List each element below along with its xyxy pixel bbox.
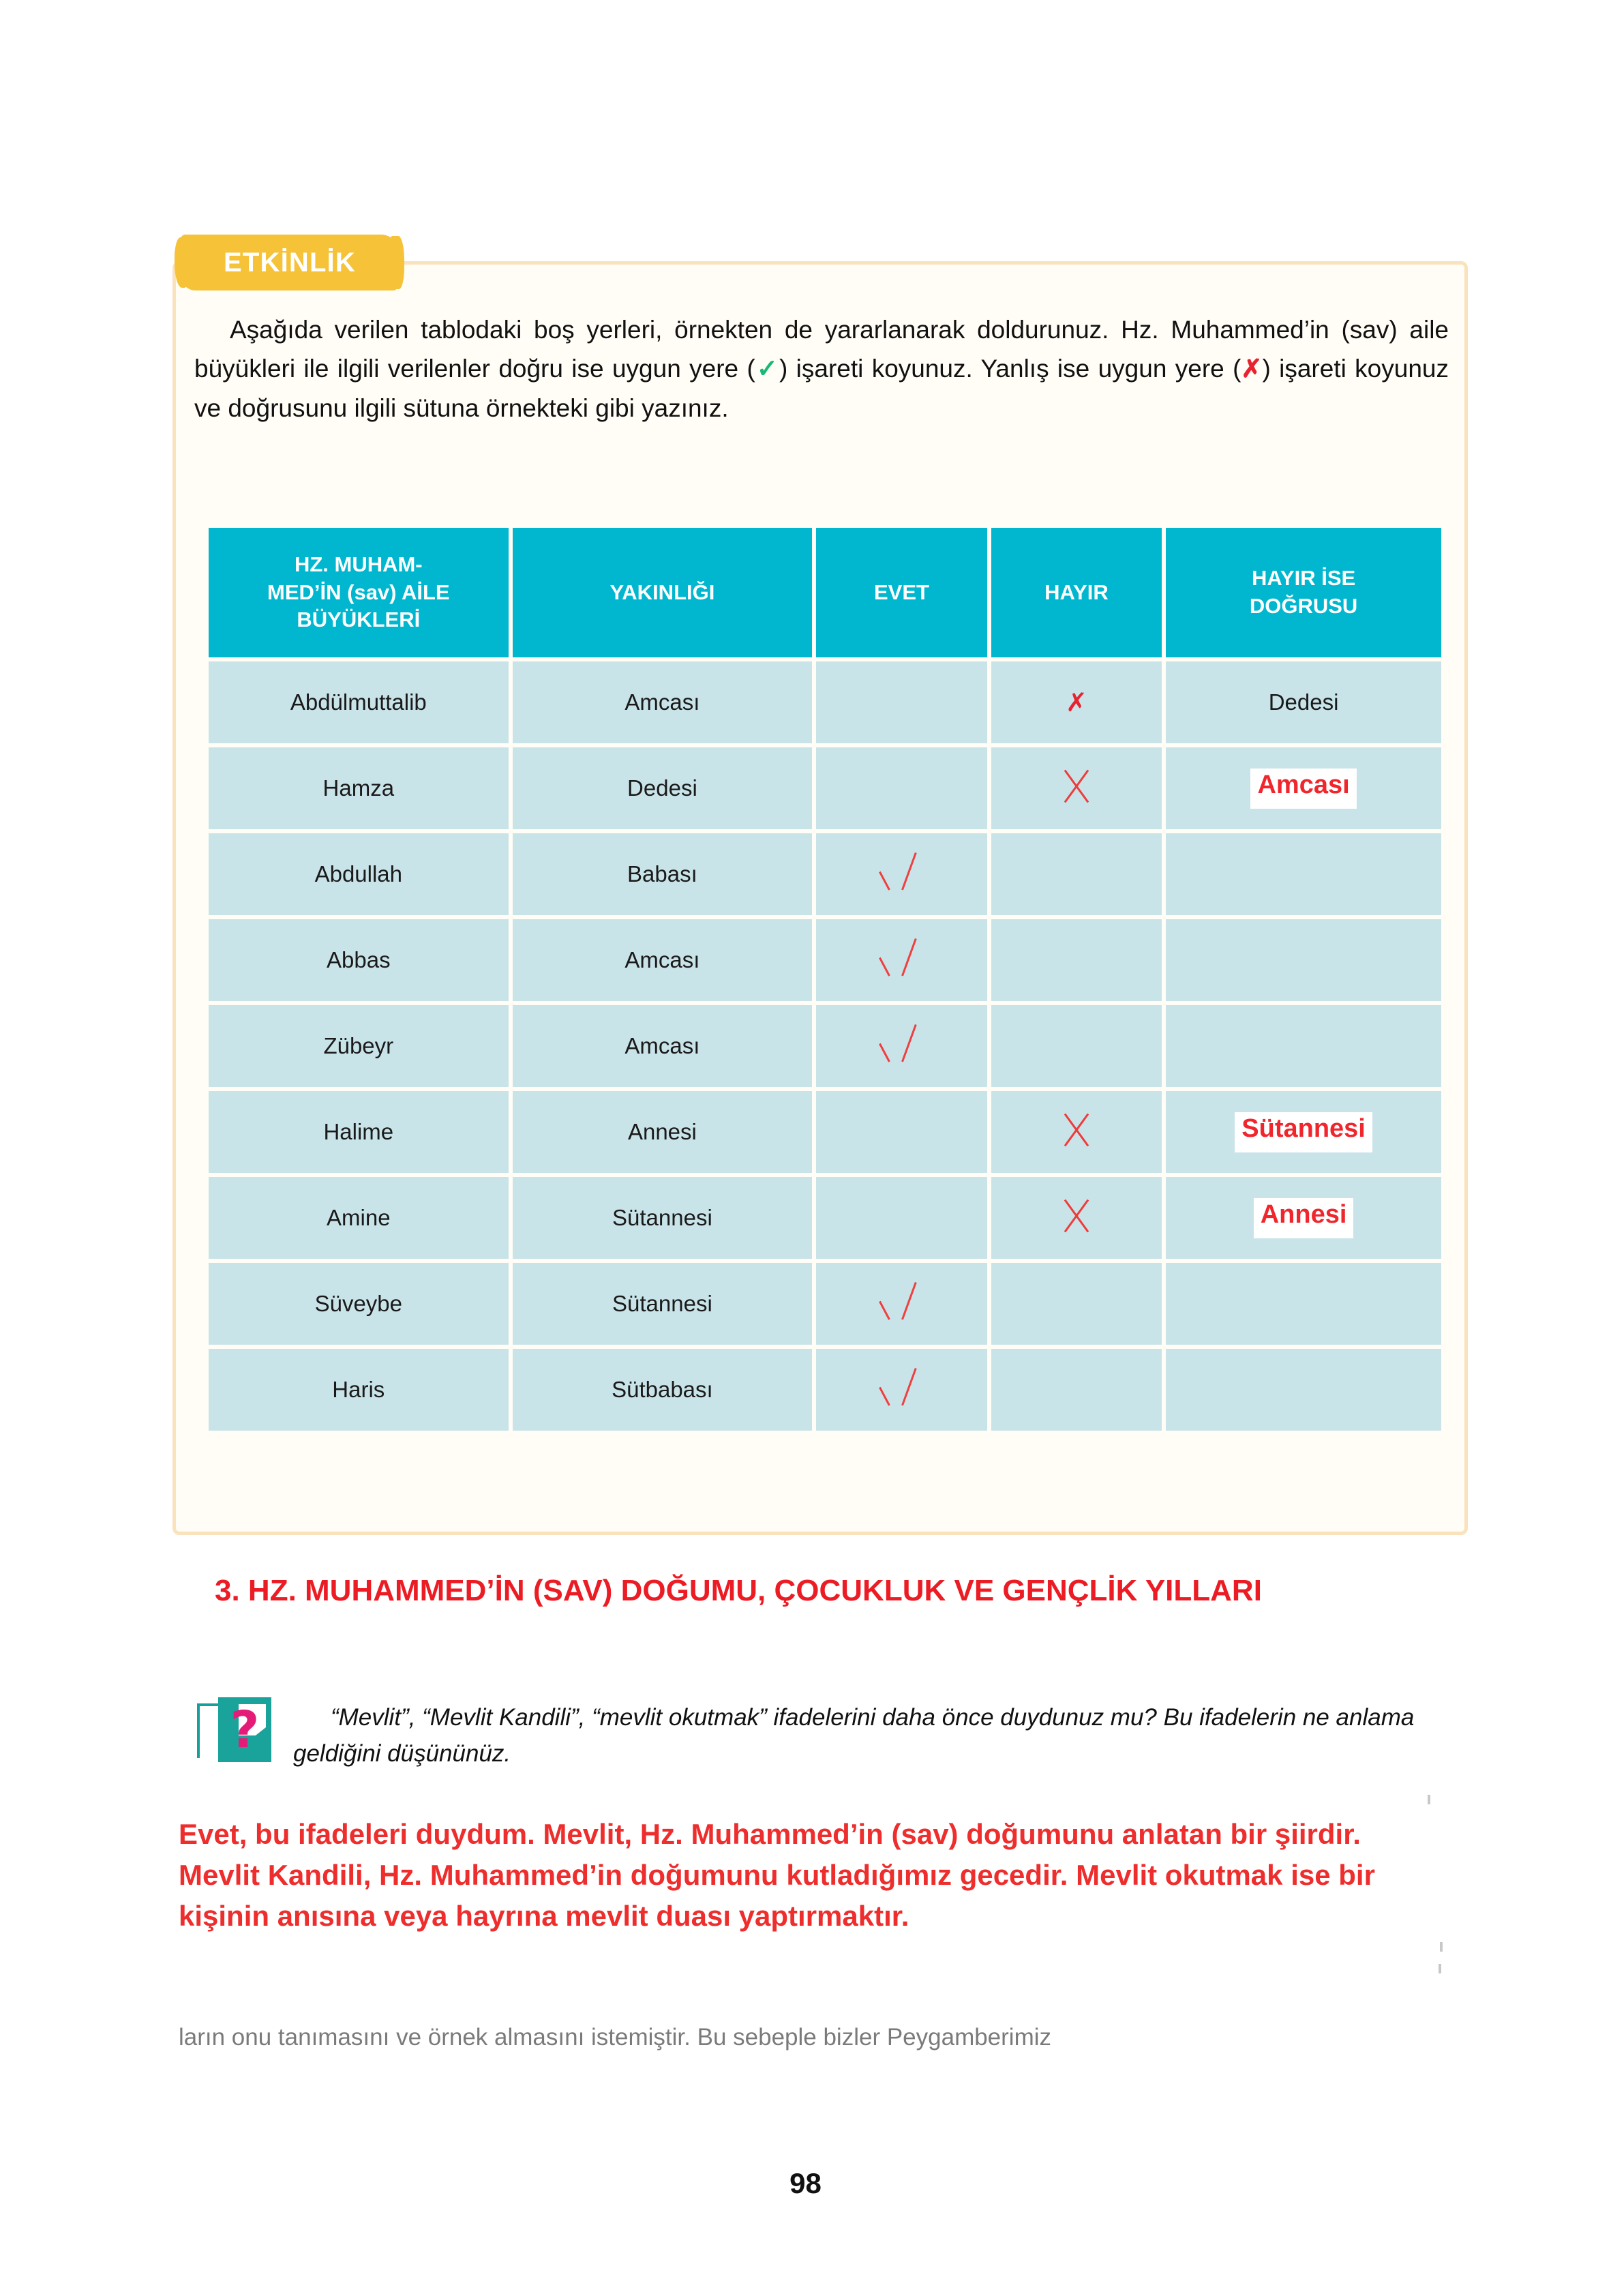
table-row	[209, 661, 1441, 743]
cell-elder-name: Abbas	[209, 919, 509, 1001]
cell-elder-name: Abdullah	[209, 833, 509, 915]
cell-relation: Annesi	[513, 1091, 813, 1173]
cell-correction[interactable]	[1166, 919, 1441, 1001]
table-head	[209, 528, 1441, 657]
cell-relation: Babası	[513, 833, 813, 915]
header-line-3: BÜYÜKLERİ	[297, 608, 421, 632]
cell-correction[interactable]	[1166, 1005, 1441, 1087]
etkinlik-badge	[181, 235, 399, 290]
cell-yes[interactable]	[816, 747, 987, 829]
cell-relation: Dedesi	[513, 747, 813, 829]
check-mark-icon	[880, 1280, 922, 1322]
table-row	[209, 747, 1441, 829]
question-mark-glyph: ?	[230, 1700, 260, 1759]
cell-no[interactable]	[991, 661, 1162, 743]
cell-no[interactable]	[991, 833, 1162, 915]
cell-correction[interactable]	[1166, 1349, 1441, 1431]
table-row	[209, 1177, 1441, 1259]
cell-relation: Amcası	[513, 919, 813, 1001]
cell-yes[interactable]	[816, 1005, 987, 1087]
cell-relation: Sütbabası	[513, 1349, 813, 1431]
cell-relation: Amcası	[513, 661, 813, 743]
table-header-row	[209, 528, 1441, 657]
cell-yes[interactable]	[816, 833, 987, 915]
column-header-family-elders	[209, 528, 509, 657]
cell-elder-name: Hamza	[209, 747, 509, 829]
table-row	[209, 1005, 1441, 1087]
cell-no[interactable]	[991, 747, 1162, 829]
cell-no[interactable]	[991, 1091, 1162, 1173]
cell-correction[interactable]	[1166, 1263, 1441, 1345]
cell-yes[interactable]	[816, 1091, 987, 1173]
cell-yes[interactable]	[816, 919, 987, 1001]
cross-mark-icon	[1057, 1110, 1096, 1148]
prompt-text: “Mevlit”, “Mevlit Kandili”, “mevlit okutmak” ifadelerini daha önce duydunuz mu? Bu ifadelerin ne anlama geldiğini düşününüz.	[293, 1704, 1415, 1767]
correction-header-line-1: HAYIR İSE	[1251, 566, 1356, 591]
check-mark-icon	[880, 936, 922, 979]
cell-relation: Amcası	[513, 1005, 813, 1087]
cell-elder-name: Amine	[209, 1177, 509, 1259]
correction-header-line-2: DOĞRUSU	[1249, 594, 1358, 618]
stray-mark-1	[1428, 1795, 1430, 1804]
cell-no[interactable]	[991, 919, 1162, 1001]
family-elders-table	[205, 524, 1445, 1435]
table-row	[209, 1349, 1441, 1431]
section-heading: 3. HZ. MUHAMMED’İN (SAV) DOĞUMU, ÇOCUKLUK VE GENÇLİK YILLARI	[215, 1574, 1262, 1607]
header-line-2: MED’İN (sav) AİLE	[267, 580, 450, 604]
cell-relation: Sütannesi	[513, 1263, 813, 1345]
column-header-correction	[1166, 528, 1441, 657]
cross-symbol-icon: ✗	[1241, 355, 1263, 383]
column-header-no: HAYIR	[991, 528, 1162, 657]
cell-correction[interactable]	[1166, 747, 1441, 829]
student-answer-text: Evet, bu ifadeleri duydum. Mevlit, Hz. Muhammed’in (sav) doğumunu anlatan bir şiirdir. Mevlit Kandili, Hz. Muhammed’in doğumunu kutladığımız gecedir. Mevlit okutmak ise bir kişinin anısına veya hayrına mevlit duası yaptırmaktır.	[179, 1818, 1375, 1933]
check-symbol-icon: ✓	[755, 355, 779, 383]
instructions-part-3: ) işareti koyunuz ve doğrusunu ilgili sütuna örnekteki gibi yazınız.	[194, 355, 1449, 422]
stray-mark-2	[1440, 1942, 1443, 1952]
stray-mark-3	[1439, 1964, 1441, 1973]
page-number: 98	[789, 2167, 822, 2199]
cell-relation: Sütannesi	[513, 1177, 813, 1259]
cell-correction[interactable]	[1166, 833, 1441, 915]
table-body	[209, 661, 1441, 1431]
instructions-part-2: ) işareti koyunuz. Yanlış ise uygun yere (	[779, 355, 1241, 383]
check-mark-icon	[880, 850, 922, 893]
table-row	[209, 833, 1441, 915]
cell-no[interactable]	[991, 1005, 1162, 1087]
cell-no[interactable]	[991, 1349, 1162, 1431]
cross-mark-icon	[1057, 1196, 1096, 1234]
handwritten-correction: Amcası	[1250, 769, 1356, 809]
cell-elder-name: Süveybe	[209, 1263, 509, 1345]
table-row	[209, 919, 1441, 1001]
cell-no[interactable]	[991, 1263, 1162, 1345]
cell-elder-name: Halime	[209, 1091, 509, 1173]
cell-no[interactable]	[991, 1177, 1162, 1259]
table-row	[209, 1263, 1441, 1345]
question-paper-icon	[218, 1697, 271, 1762]
handwritten-correction: Sütannesi	[1235, 1112, 1372, 1152]
etkinlik-badge-label: ETKİNLİK	[223, 247, 357, 278]
column-header-yes: EVET	[816, 528, 987, 657]
check-mark-icon	[880, 1022, 922, 1064]
cell-yes[interactable]	[816, 661, 987, 743]
cell-elder-name: Abdülmuttalib	[209, 661, 509, 743]
cell-elder-name: Haris	[209, 1349, 509, 1431]
cell-elder-name: Zübeyr	[209, 1005, 509, 1087]
cell-correction[interactable]: Dedesi	[1166, 661, 1441, 743]
handwritten-correction: Annesi	[1254, 1198, 1354, 1238]
obscured-body-text: ların onu tanımasını ve örnek almasını istemiştir. Bu sebeple bizler Peygamberimiz	[179, 2024, 1052, 2051]
cell-correction[interactable]	[1166, 1177, 1441, 1259]
cell-correction[interactable]	[1166, 1091, 1441, 1173]
table-row	[209, 1091, 1441, 1173]
header-line-1: HZ. MUHAM-	[294, 552, 423, 576]
cell-yes[interactable]	[816, 1349, 987, 1431]
cell-yes[interactable]	[816, 1263, 987, 1345]
check-mark-icon	[880, 1366, 922, 1408]
cross-mark-icon	[1057, 766, 1096, 805]
column-header-relation: YAKINLIĞI	[513, 528, 813, 657]
cross-mark-icon: ✗	[1066, 687, 1087, 717]
cell-yes[interactable]	[816, 1177, 987, 1259]
instructions-part-1: Aşağıda verilen tablodaki boş yerleri, örnekten de yararlanarak doldurunuz. Hz. Muhammed’in (sav) aile büyükleri ile ilgili verilenler doğru ise uygun yere (	[194, 316, 1449, 383]
activity-instructions	[194, 310, 1449, 428]
